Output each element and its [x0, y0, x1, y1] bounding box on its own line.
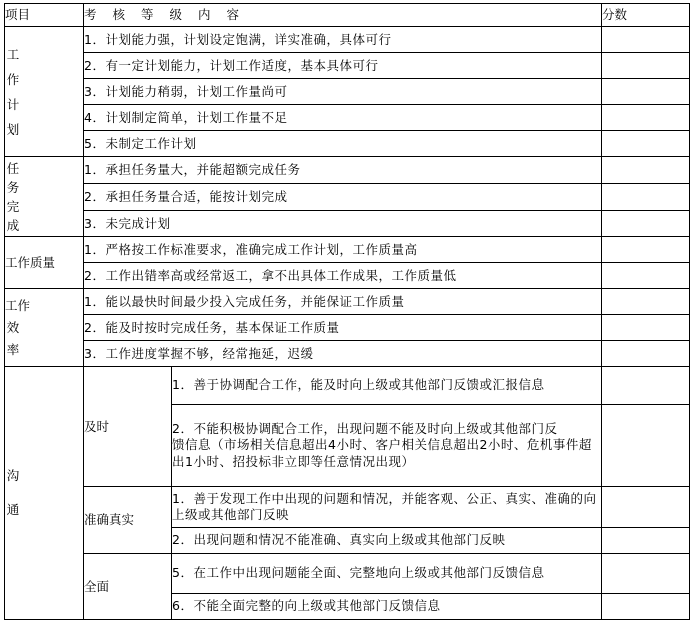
- table-row: [5, 367, 690, 405]
- category-communication: [5, 367, 84, 620]
- score-cell[interactable]: [602, 405, 690, 487]
- criterion-text: 2．有一定计划能力，计划工作适度，基本具体可行: [84, 53, 602, 79]
- category-work-efficiency: [5, 289, 84, 367]
- score-cell[interactable]: [602, 131, 690, 157]
- criterion-text: 4．计划制定简单，计划工作量不足: [84, 105, 602, 131]
- category-task-completion: [5, 157, 84, 237]
- score-cell[interactable]: [602, 367, 690, 405]
- category-char: 任: [6, 160, 20, 176]
- category-char: 工: [6, 46, 20, 62]
- criterion-text: 1．善于发现工作中出现的问题和情况，并能客观、公正、真实、准确的向上级或其他部门反映: [172, 487, 602, 528]
- table-row: [5, 211, 690, 237]
- header-score: 分数: [602, 4, 690, 27]
- subcategory-accurate: 准确真实: [84, 487, 172, 554]
- table-row: [5, 554, 690, 594]
- score-cell[interactable]: [602, 184, 690, 211]
- table-row: [5, 53, 690, 79]
- score-cell[interactable]: [602, 594, 690, 620]
- table-row: [5, 263, 690, 289]
- category-char: 通: [6, 502, 20, 517]
- category-char: 沟: [6, 468, 20, 483]
- category-char: 率: [6, 341, 20, 357]
- category-line: 工作: [5, 297, 31, 313]
- score-cell[interactable]: [602, 157, 690, 184]
- criterion-text: 2．工作出错率高或经常返工，拿不出具体工作成果，工作质量低: [84, 263, 602, 289]
- score-cell[interactable]: [602, 237, 690, 263]
- criterion-text: 1．善于协调配合工作，能及时向上级或其他部门反馈或汇报信息: [172, 367, 602, 405]
- criterion-text: 2．承担任务量合适，能按计划完成: [84, 184, 602, 211]
- criterion-text: 3．计划能力稍弱，计划工作量尚可: [84, 79, 602, 105]
- criterion-text: 2．出现问题和情况不能准确、真实向上级或其他部门反映: [172, 528, 602, 554]
- table-row: [5, 27, 690, 53]
- table-row: [5, 289, 690, 315]
- criterion-text: 3．未完成计划: [84, 211, 602, 237]
- category-work-quality: 工作质量: [5, 237, 84, 289]
- header-content: 考核等级内容: [84, 4, 602, 27]
- criterion-line: 2．不能积极协调配合工作，出现问题不能及时向上级或其他部门反: [172, 420, 558, 436]
- score-cell[interactable]: [602, 79, 690, 105]
- criterion-text: 1．严格按工作标准要求，准确完成工作计划，工作质量高: [84, 237, 602, 263]
- score-cell[interactable]: [602, 487, 690, 528]
- score-cell[interactable]: [602, 211, 690, 237]
- category-char: 务: [6, 179, 20, 195]
- criterion-text: 1．能以最快时间最少投入完成任务，并能保证工作质量: [84, 289, 602, 315]
- category-char: 效: [6, 319, 20, 335]
- score-cell[interactable]: [602, 289, 690, 315]
- criterion-text: 1．计划能力强，计划设定饱满，详实准确，具体可行: [84, 27, 602, 53]
- criterion-text: 5．未制定工作计划: [84, 131, 602, 157]
- table-row: [5, 79, 690, 105]
- table-row: [5, 315, 690, 341]
- criterion-text: 1．承担任务量大，并能超额完成任务: [84, 157, 602, 184]
- evaluation-table: [4, 3, 690, 620]
- criterion-text: 3．工作进度掌握不够，经常拖延，迟缓: [84, 341, 602, 367]
- criterion-text: 6．不能全面完整的向上级或其他部门反馈信息: [172, 594, 602, 620]
- score-cell[interactable]: [602, 315, 690, 341]
- table-row: [5, 184, 690, 211]
- subcategory-comprehensive: 全面: [84, 554, 172, 620]
- score-cell[interactable]: [602, 528, 690, 554]
- header-row: [5, 4, 690, 27]
- category-char: 划: [6, 121, 20, 137]
- category-char: 完: [6, 198, 20, 214]
- table-row: [5, 157, 690, 184]
- table-row: [5, 341, 690, 367]
- score-cell[interactable]: [602, 27, 690, 53]
- category-char: 成: [6, 217, 20, 233]
- score-cell[interactable]: [602, 263, 690, 289]
- criterion-text-multi: [172, 405, 602, 487]
- header-item: 项目: [5, 4, 84, 27]
- table-row: [5, 487, 690, 528]
- table-row: [5, 131, 690, 157]
- category-char: 计: [6, 96, 20, 112]
- table-row: [5, 237, 690, 263]
- score-cell[interactable]: [602, 554, 690, 594]
- category-char: 作: [6, 71, 20, 87]
- criterion-text: 2．能及时按时完成任务，基本保证工作质量: [84, 315, 602, 341]
- score-cell[interactable]: [602, 105, 690, 131]
- subcategory-timely: 及时: [84, 367, 172, 487]
- score-cell[interactable]: [602, 53, 690, 79]
- criterion-line: 馈信息（市场相关信息超出4小时、客户相关信息超出2小时、危机事件超出1小时、招投标非立即等任意情况出现）: [172, 437, 592, 469]
- criterion-text: 5．在工作中出现问题能全面、完整地向上级或其他部门反馈信息: [172, 554, 602, 594]
- table-row: [5, 105, 690, 131]
- category-work-plan: [5, 27, 84, 157]
- score-cell[interactable]: [602, 341, 690, 367]
